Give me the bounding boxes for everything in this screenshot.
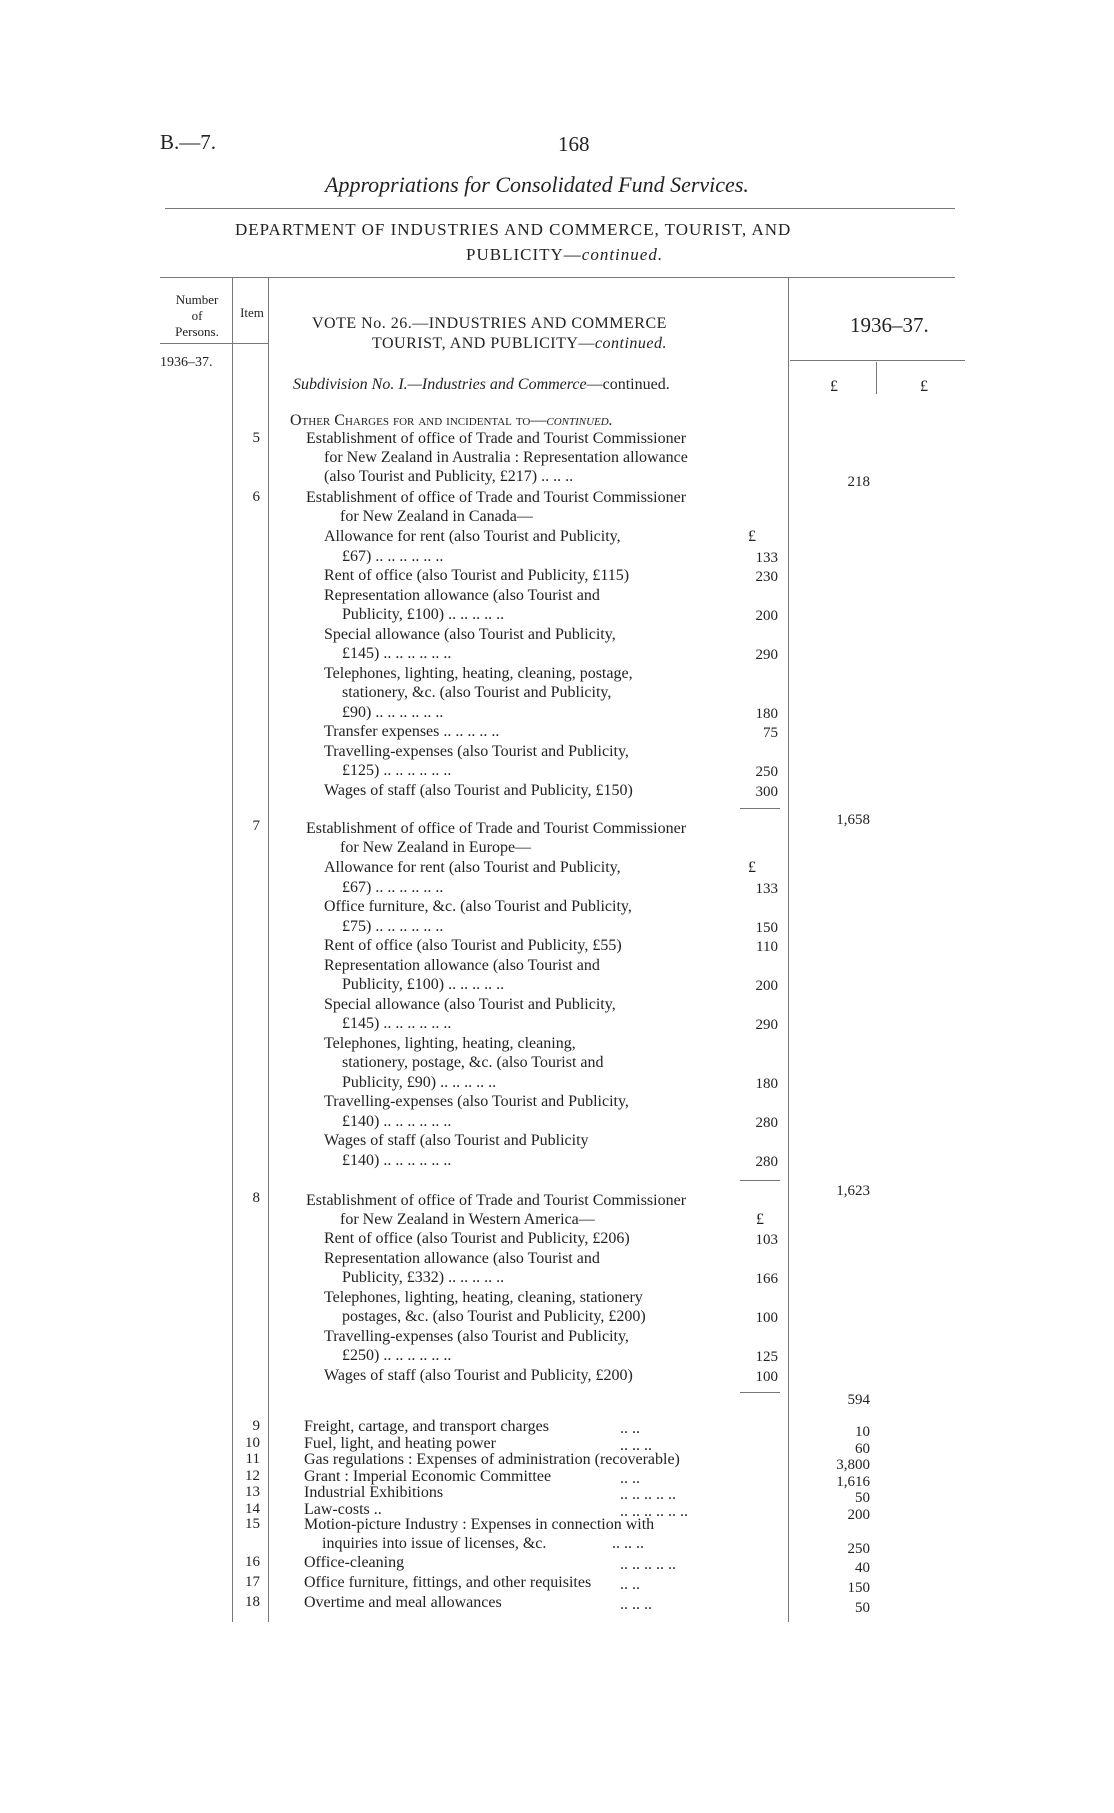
vote-title-line2: TOURIST, AND PUBLICITY—continued.	[372, 335, 668, 352]
persons-rule	[160, 343, 235, 344]
pound-divider	[876, 362, 877, 394]
item-8-sub-3-amount: 125	[755, 1349, 778, 1365]
title-rule	[165, 208, 955, 209]
item-12-description: Grant : Imperial Economic Committee	[304, 1467, 552, 1485]
item-8-sub-2-line2: postages, &c. (also Tourist and Publicity, £200)	[342, 1308, 646, 1325]
amount-column-divider	[788, 277, 789, 1622]
item-13-amount: 50	[855, 1490, 870, 1506]
item-13-number: 13	[245, 1484, 260, 1500]
item-15-leader-dots: .. .. ..	[612, 1535, 644, 1552]
item-5-line1: Establishment of office of Trade and Tourist Commissioner	[306, 430, 687, 447]
item-7-sub-6-line2: £140) .. .. .. .. .. ..	[342, 1112, 452, 1130]
item-17-description: Office furniture, fittings, and other requisites	[304, 1574, 592, 1591]
item-7-sub-5-line2: stationery, postage, &c. (also Tourist and	[342, 1054, 604, 1071]
item-5-total: 218	[847, 474, 870, 490]
item-11-description: Gas regulations : Expenses of administration (recoverable)	[304, 1451, 680, 1468]
item-8-sub-1-line1: Representation allowance (also Tourist and	[324, 1249, 600, 1267]
item-6-sub-2-line1: Representation allowance (also Tourist and	[324, 586, 600, 604]
item-9-description: Freight, cartage, and transport charges	[304, 1418, 549, 1435]
item-10-amount: 60	[855, 1440, 870, 1457]
item-6-sub-6-amount: 250	[755, 764, 778, 780]
item-6-line2: for New Zealand in Canada—	[340, 508, 533, 525]
item-17-leader-dots: .. ..	[620, 1576, 640, 1593]
item-8-pound: £	[756, 1211, 764, 1228]
item-6-sub-2-line2: Publicity, £100) .. .. .. .. ..	[342, 606, 505, 623]
item-8-number: 8	[252, 1190, 260, 1206]
item-14-description: Law-costs ..	[304, 1500, 382, 1518]
item-11-amount: 3,800	[836, 1457, 870, 1473]
item-9-number: 9	[252, 1418, 260, 1434]
item-7-line1: Establishment of office of Trade and Tourist Commissioner	[306, 820, 687, 837]
item-8-sub-1-line2: Publicity, £332) .. .. .. .. ..	[342, 1269, 505, 1286]
header-rule	[160, 277, 955, 278]
item-7-number: 7	[252, 818, 260, 834]
persons-header: Number of Persons.	[175, 292, 219, 339]
item-7-sub-6-line1: Travelling-expenses (also Tourist and Publicity,	[324, 1093, 629, 1110]
department-title-line1: DEPARTMENT OF INDUSTRIES AND COMMERCE, TOURIST, AND	[235, 220, 792, 239]
item-18-leader-dots: .. .. ..	[620, 1596, 652, 1613]
item-15-line2: inquiries into issue of licenses, &c.	[322, 1535, 547, 1552]
item-18-amount: 50	[855, 1600, 870, 1616]
item-15-number: 15	[245, 1516, 260, 1532]
item-12-number: 12	[245, 1467, 260, 1484]
item-7-pound: £	[748, 859, 756, 876]
item-6-sub-6-line1: Travelling-expenses (also Tourist and Publicity,	[324, 742, 629, 760]
item-10-number: 10	[245, 1434, 260, 1451]
item-8-sub-3-line2: £250) .. .. .. .. .. ..	[342, 1347, 452, 1364]
item-13-description: Industrial Exhibitions	[304, 1484, 444, 1501]
item-14-leader-dots: .. .. .. .. .. ..	[620, 1502, 688, 1520]
item-6-total: 1,658	[836, 812, 870, 828]
item-7-line2: for New Zealand in Europe—	[340, 839, 532, 856]
item-18-description: Overtime and meal allowances	[304, 1594, 502, 1611]
item-7-subtotal-rule	[740, 1180, 780, 1181]
item-6-sub-2-amount: 200	[755, 608, 778, 624]
year-rule	[790, 360, 965, 361]
item-7-sub-4-line1: Special allowance (also Tourist and Publicity,	[324, 995, 616, 1013]
item-6-sub-0-amount: 133	[755, 549, 778, 566]
item-16-number: 16	[245, 1554, 260, 1570]
item-7-sub-2-amount: 110	[756, 939, 778, 955]
item-6-sub-4-line1: Telephones, lighting, heating, cleaning, postage,	[324, 664, 633, 682]
item-7-sub-7-line2: £140) .. .. .. .. .. ..	[342, 1151, 452, 1169]
item-7-sub-0-amount: 133	[755, 880, 778, 897]
item-8-sub-1-amount: 166	[755, 1271, 778, 1287]
item-8-subtotal-rule	[740, 1392, 780, 1393]
item-6-number: 6	[252, 489, 260, 505]
item-7-sub-0-line2: £67) .. .. .. .. .. ..	[342, 878, 444, 896]
item-7-sub-6-amount: 280	[755, 1114, 778, 1131]
item-7-sub-4-line2: £145) .. .. .. .. .. ..	[342, 1015, 452, 1032]
item-6-sub-4-line3: £90) .. .. .. .. .. ..	[342, 703, 444, 721]
item-15-amount: 250	[847, 1541, 870, 1557]
item-11-number: 11	[245, 1451, 260, 1467]
item-8-sub-3-line1: Travelling-expenses (also Tourist and Publicity,	[324, 1327, 629, 1345]
item-7-sub-7-amount: 280	[755, 1153, 778, 1170]
year-header: 1936–37.	[850, 313, 929, 337]
item-12-leader-dots: .. ..	[620, 1469, 640, 1487]
item-6-sub-1-line1: Rent of office (also Tourist and Publicity, £115)	[324, 567, 630, 584]
item-9-amount: 10	[855, 1424, 870, 1440]
item-10-description: Fuel, light, and heating power	[304, 1434, 496, 1452]
item-6-sub-0-line2: £67) .. .. .. .. .. ..	[342, 547, 444, 565]
item-5-line2: for New Zealand in Australia : Representation allowance	[324, 449, 688, 466]
item-5-number: 5	[252, 430, 260, 446]
item-6-line1: Establishment of office of Trade and Tourist Commissioner	[306, 489, 687, 506]
item-7-sub-3-amount: 200	[755, 978, 778, 994]
item-14-amount: 200	[847, 1506, 870, 1523]
item-6-sub-6-line2: £125) .. .. .. .. .. ..	[342, 762, 452, 779]
subdivision-title: Subdivision No. I.—Industries and Commerce—continued.	[293, 376, 670, 393]
item-13-leader-dots: .. .. .. .. ..	[620, 1486, 676, 1503]
item-7-sub-1-amount: 150	[755, 919, 778, 936]
item-7-sub-5-line1: Telephones, lighting, heating, cleaning,	[324, 1034, 576, 1052]
item-6-sub-7-amount: 300	[755, 783, 778, 800]
item-7-sub-3-line1: Representation allowance (also Tourist and	[324, 956, 600, 974]
item-6-sub-4-amount: 180	[755, 705, 778, 722]
item-8-sub-2-line1: Telephones, lighting, heating, cleaning, stationery	[324, 1288, 643, 1306]
item-16-description: Office-cleaning	[304, 1554, 405, 1571]
item-6-sub-4-line2: stationery, &c. (also Tourist and Publicity,	[342, 684, 612, 701]
other-charges-heading: Other Charges for and incidental to—continued.	[290, 412, 613, 429]
item-8-total: 594	[847, 1392, 870, 1408]
item-10-leader-dots: .. .. ..	[620, 1436, 652, 1454]
pound-sign-2: £	[920, 378, 928, 395]
item-16-leader-dots: .. .. .. .. ..	[620, 1556, 676, 1573]
item-14-number: 14	[245, 1500, 260, 1517]
item-12-amount: 1,616	[836, 1473, 870, 1490]
item-5-line3: (also Tourist and Publicity, £217) .. .. ..	[324, 468, 574, 485]
item-16-amount: 40	[855, 1560, 870, 1576]
item-6-sub-3-line2: £145) .. .. .. .. .. ..	[342, 645, 452, 662]
page-title: Appropriations for Consolidated Fund Services.	[325, 172, 749, 197]
item-7-sub-1-line1: Office furniture, &c. (also Tourist and Publicity,	[324, 898, 632, 915]
item-8-sub-2-amount: 100	[755, 1310, 778, 1326]
item-7-total: 1,623	[836, 1183, 870, 1199]
item-8-sub-0-line1: Rent of office (also Tourist and Publicity, £206)	[324, 1230, 630, 1247]
persons-column-divider	[232, 277, 233, 1622]
item-6-sub-3-line1: Special allowance (also Tourist and Publicity,	[324, 625, 616, 643]
item-7-sub-5-amount: 180	[755, 1075, 778, 1092]
item-7-sub-7-line1: Wages of staff (also Tourist and Publicity	[324, 1132, 589, 1149]
pound-sign-1: £	[830, 378, 838, 395]
item-18-number: 18	[245, 1594, 260, 1610]
item-7-sub-3-line2: Publicity, £100) .. .. .. .. ..	[342, 976, 505, 993]
item-7-sub-5-line3: Publicity, £90) .. .. .. .. ..	[342, 1073, 497, 1091]
item-rule	[234, 343, 268, 344]
page-number: 168	[558, 132, 590, 156]
item-8-line1: Establishment of office of Trade and Tourist Commissioner	[306, 1192, 687, 1209]
persons-year: 1936–37.	[160, 355, 213, 370]
item-8-sub-4-amount: 100	[755, 1368, 778, 1385]
item-7-sub-2-line1: Rent of office (also Tourist and Publicity, £55)	[324, 937, 622, 954]
item-header: Item	[240, 305, 264, 320]
item-7-sub-0-line1: Allowance for rent (also Tourist and Publicity,	[324, 859, 621, 876]
department-title-line2: PUBLICITY—continued.	[466, 245, 664, 264]
item-7-sub-4-amount: 290	[755, 1017, 778, 1033]
item-6-sub-0-line1: Allowance for rent (also Tourist and Publicity,	[324, 528, 621, 545]
vote-title-line1: VOTE No. 26.—INDUSTRIES AND COMMERCE	[312, 315, 667, 332]
item-8-sub-0-amount: 103	[755, 1232, 778, 1248]
item-6-sub-7-line1: Wages of staff (also Tourist and Publicity, £150)	[324, 781, 633, 799]
item-15-line1: Motion-picture Industry : Expenses in connection with	[304, 1516, 655, 1533]
item-17-amount: 150	[847, 1580, 870, 1596]
item-column-divider	[268, 277, 269, 1622]
item-6-pound: £	[748, 528, 756, 545]
item-7-sub-1-line2: £75) .. .. .. .. .. ..	[342, 917, 444, 935]
item-8-sub-4-line1: Wages of staff (also Tourist and Publicity, £200)	[324, 1366, 633, 1384]
item-9-leader-dots: .. ..	[620, 1420, 640, 1437]
item-17-number: 17	[245, 1574, 260, 1590]
item-6-sub-1-amount: 230	[755, 569, 778, 585]
item-6-subtotal-rule	[740, 808, 780, 809]
item-6-sub-5-amount: 75	[763, 725, 778, 741]
item-6-sub-3-amount: 290	[755, 647, 778, 663]
item-8-line2: for New Zealand in Western America—	[340, 1211, 595, 1228]
item-6-sub-5-line1: Transfer expenses .. .. .. .. ..	[324, 723, 500, 740]
document-code: B.—7.	[160, 130, 217, 154]
